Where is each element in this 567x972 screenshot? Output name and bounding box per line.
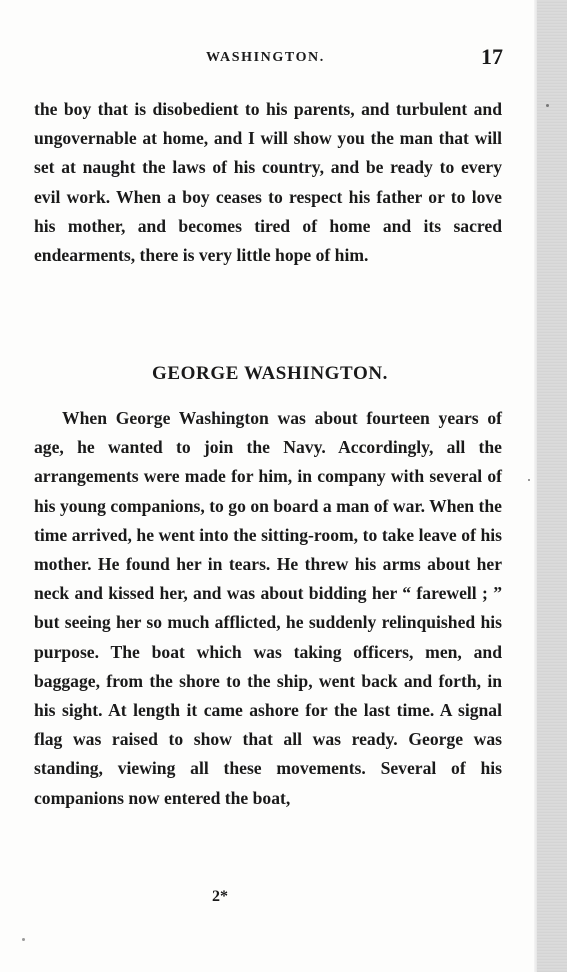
paper-speck xyxy=(546,104,549,107)
signature-mark: 2* xyxy=(212,888,228,905)
running-head: WASHINGTON. xyxy=(206,50,325,65)
paper-speck xyxy=(22,938,25,941)
page-number: 17 xyxy=(481,44,503,69)
paragraph-continued xyxy=(34,95,502,270)
paragraph-text: When George Washington was about fourteen years of age, he wanted to join the Navy. Accordingly, all the arrangements were made for him, in company with several of his young companions, to go on board a man of war. When the time arrived, he went into the sitting-room, to take leave of his mother. He found her in tears. He threw his arms about her neck and kissed her, and was about bidding her “ farewell ; ” but seeing her so much afflicted, he suddenly relinquished his purpose. The boat which was taking officers, men, and baggage, from the shore to the ship, went back and forth, in his sight. At length it came ashore for the last time. A signal flag was raised to show that all was ready. George was standing, viewing all these movements. Several of his companions now entered the boat, xyxy=(34,408,502,808)
paper-speck xyxy=(528,479,530,481)
paragraph-washington xyxy=(34,404,502,813)
section-title: GEORGE WASHINGTON. xyxy=(151,363,389,384)
page-header xyxy=(0,44,540,74)
page-gutter xyxy=(537,0,567,972)
paragraph-text: the boy that is disobedient to his parents, and turbulent and ungovernable at home, and I will show you the man that will set at naught the laws of his country, and be ready to every evil work. When a boy ceases to respect his father or to love his mother, and becomes tired of home and its sacred endearments, there is very little hope of him. xyxy=(34,99,502,266)
